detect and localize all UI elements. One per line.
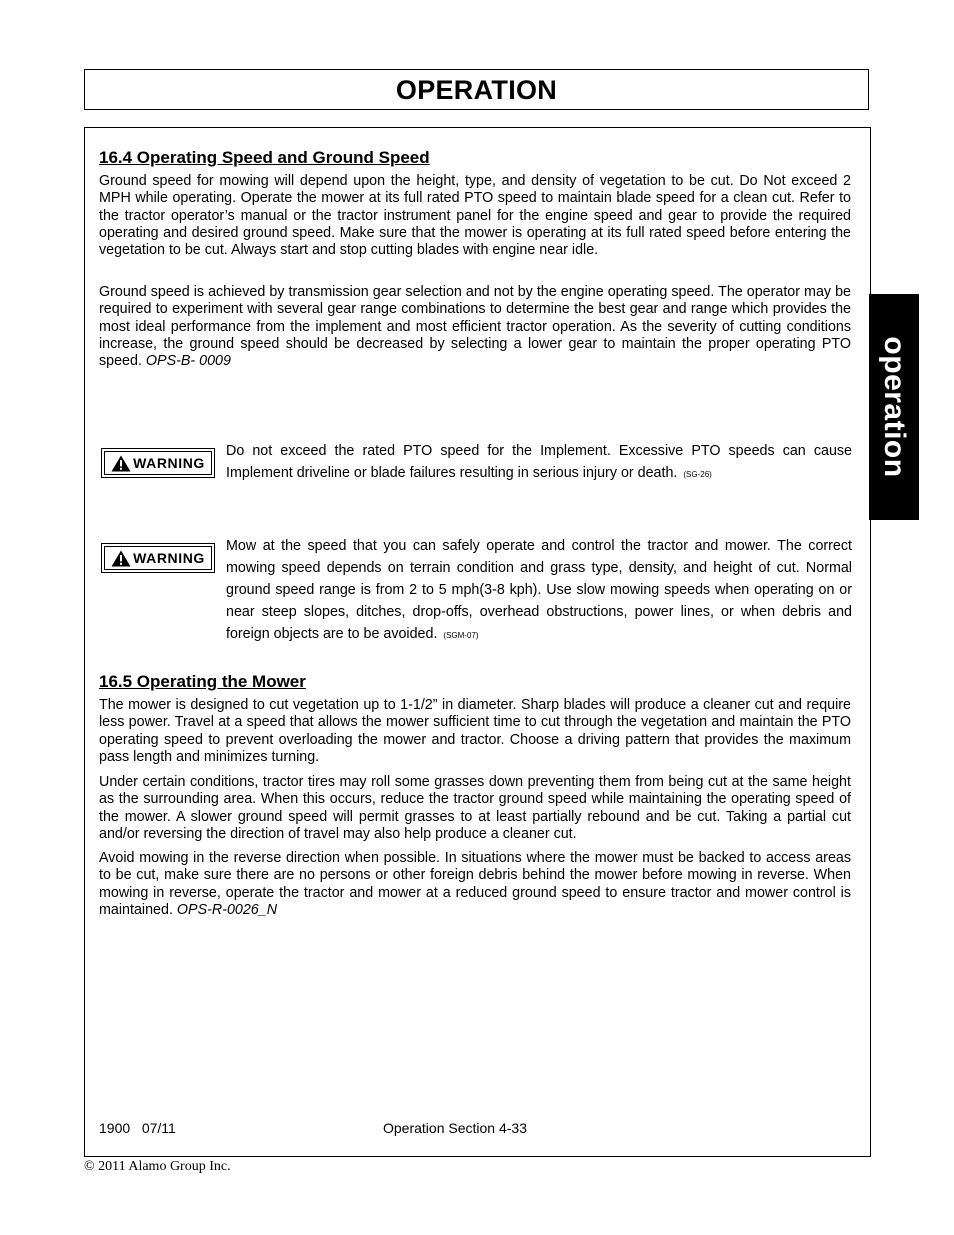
page-title: OPERATION (395, 75, 558, 105)
warning-text-1-body: Do not exceed the rated PTO speed for the Implement. Excessive PTO speeds can cause Implement driveline or blade failures resulting in serious injury or death. (226, 443, 852, 481)
warning-triangle-icon (111, 550, 131, 567)
section-16-5-paragraph-2: Under certain conditions, tractor tires may roll some grasses down preventing them from being cut at the same height as the surrounding area. When this occurs, reduce the tractor ground speed while maintaining the operating speed of the mower. A slower ground speed will permit grasses to at least partially rebound and be cut. Taking a partial cut and/or reversing the direction of travel may also help produce a cleaner cut. (99, 774, 851, 842)
section-16-5-paragraph-3-text: Avoid mowing in the reverse direction when possible. In situations where the mower must be backed to access areas to be cut, make sure there are no persons or other foreign debris behind the mower before mowing in reverse. When mowing in reverse, operate the tractor and mower at a reduced ground speed to ensure tractor and mower control is maintained. (99, 850, 851, 918)
section-16-4-paragraph-2-text: Ground speed is achieved by transmission gear selection and not by the engine operating speed. The operator may be required to experiment with several gear range combinations to determine the best gear and range which provides the most ideal performance from the implement and most efficient tractor operation. As the severity of cutting conditions increase, the ground speed should be decreased by selecting a lower gear to maintain the proper operating PTO speed. (99, 284, 851, 370)
warning-code-1: (SG-26) (683, 470, 712, 479)
warning-triangle-icon (111, 455, 131, 472)
section-16-5-reference: OPS-R-0026_N (176, 901, 278, 918)
section-16-4-paragraph-1: Ground speed for mowing will depend upon the height, type, and density of vegetation to be cut. Do Not exceed 2 MPH while operating. Operate the mower at its full rated PTO speed to maintain blade speed for a clean cut. Refer to the tractor operator’s manual or the tractor instrument panel for the engine speed and gear to provide the required operating and desired ground speed. Make sure that the mower is operating at its full rated speed before entering the vegetation to be cut. Always start and stop cutting blades with engine near idle. (99, 173, 851, 259)
warning-badge-1-label: WARNING (133, 455, 205, 471)
footer-section-page: Operation Section 4-33 (383, 1120, 527, 1136)
section-heading-16-5: 16.5 Operating the Mower (99, 672, 306, 691)
copyright-notice: © 2011 Alamo Group Inc. (84, 1159, 231, 1174)
section-16-5-paragraph-1: The mower is designed to cut vegetation up to 1-1/2” in diameter. Sharp blades will produce a cleaner cut and require less power. Travel at a speed that allows the mower sufficient time to cut through the vegetation and maintain the PTO operating speed to prevent overloading the mower and tractor. Choose a driving pattern that provides the maximum pass length and minimizes turning. (99, 697, 851, 765)
warning-badge-2-label: WARNING (133, 550, 205, 566)
warning-badge-2 (101, 543, 215, 573)
page-header (84, 69, 869, 110)
section-16-4-paragraph-2 (99, 284, 851, 370)
side-tab (869, 294, 919, 520)
section-heading-16-4: 16.4 Operating Speed and Ground Speed (99, 148, 430, 167)
section-16-4-reference: OPS-B- 0009 (145, 353, 231, 370)
warning-badge-1 (101, 448, 215, 478)
section-16-5-paragraph-3 (99, 850, 851, 919)
footer-model-date: 1900 07/11 (99, 1120, 176, 1136)
warning-text-2-body: Mow at the speed that you can safely operate and control the tractor and mower. The correct mowing speed depends on terrain condition and grass type, density, and height of cut. Normal ground speed range is from 2 to 5 mph(3-8 kph). Use slow mowing speeds when operating on or near steep slopes, ditches, drop-offs, overhead obstructions, power lines, or when debris and foreign objects are to be avoided. (226, 538, 852, 642)
warning-code-2: (SGM-07) (443, 631, 479, 640)
warning-text-2 (226, 535, 852, 647)
warning-text-1 (226, 440, 852, 486)
side-tab-label: operation (878, 336, 911, 478)
